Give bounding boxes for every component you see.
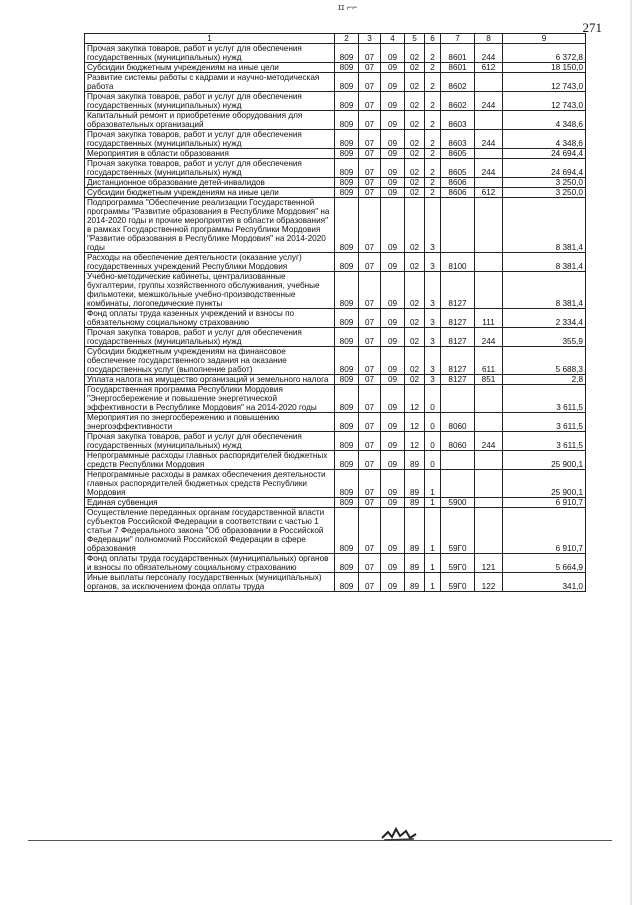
code-cell-c2: 809 — [335, 470, 359, 498]
code-cell-c4: 09 — [381, 63, 405, 73]
expense-name: Уплата налога на имущество организаций и земельного налога — [85, 375, 335, 385]
code-cell-c8: 121 — [475, 554, 503, 573]
code-cell-c2: 809 — [335, 63, 359, 73]
code-cell-c6: 1 — [425, 573, 441, 592]
code-cell-c5: 02 — [405, 309, 425, 328]
code-cell-c3: 07 — [359, 188, 381, 198]
code-cell-c2: 809 — [335, 159, 359, 178]
code-cell-c6: 2 — [425, 159, 441, 178]
code-cell-c5: 89 — [405, 498, 425, 508]
table-body — [85, 44, 586, 592]
code-cell-c2: 809 — [335, 375, 359, 385]
table-row — [85, 178, 586, 188]
code-cell-c2: 809 — [335, 188, 359, 198]
table-row — [85, 470, 586, 498]
code-cell-c2: 809 — [335, 73, 359, 92]
code-cell-c3: 07 — [359, 44, 381, 63]
expense-name: Развитие системы работы с кадрами и научно-методическая работа — [85, 73, 335, 92]
code-cell-c3: 07 — [359, 498, 381, 508]
code-cell-c7: 8605 — [441, 149, 475, 159]
code-cell-c6: 2 — [425, 178, 441, 188]
code-cell-c5: 12 — [405, 432, 425, 451]
amount-cell: 3 611,5 — [503, 385, 586, 413]
code-cell-c8: 244 — [475, 130, 503, 149]
code-cell-c5: 12 — [405, 385, 425, 413]
amount-cell: 6 910,7 — [503, 508, 586, 554]
table-row — [85, 508, 586, 554]
code-cell-c6: 3 — [425, 198, 441, 253]
code-cell-c2: 809 — [335, 149, 359, 159]
amount-cell: 18 150,0 — [503, 63, 586, 73]
code-cell-c3: 07 — [359, 470, 381, 498]
code-cell-c6: 1 — [425, 470, 441, 498]
col-header: 3 — [359, 34, 381, 44]
amount-cell: 355,9 — [503, 328, 586, 347]
code-cell-c6: 0 — [425, 432, 441, 451]
code-cell-c4: 09 — [381, 130, 405, 149]
code-cell-c8: 111 — [475, 309, 503, 328]
code-cell-c4: 09 — [381, 573, 405, 592]
code-cell-c5: 02 — [405, 63, 425, 73]
code-cell-c8: 244 — [475, 432, 503, 451]
code-cell-c7: 8060 — [441, 413, 475, 432]
code-cell-c6: 3 — [425, 309, 441, 328]
code-cell-c6: 1 — [425, 554, 441, 573]
expense-name: Дистанционное образование детей-инвалидов — [85, 178, 335, 188]
code-cell-c5: 02 — [405, 272, 425, 309]
amount-cell: 2,8 — [503, 375, 586, 385]
code-cell-c3: 07 — [359, 159, 381, 178]
code-cell-c2: 809 — [335, 130, 359, 149]
code-cell-c8: 611 — [475, 347, 503, 375]
code-cell-c4: 09 — [381, 470, 405, 498]
code-cell-c3: 07 — [359, 73, 381, 92]
expense-name: Субсидии бюджетным учреждениям на финансовое обеспечение государственного задания на оказание государственных услуг (выполнение работ) — [85, 347, 335, 375]
code-cell-c2: 809 — [335, 198, 359, 253]
code-cell-c3: 07 — [359, 375, 381, 385]
code-cell-c6: 3 — [425, 253, 441, 272]
code-cell-c7: 8602 — [441, 73, 475, 92]
code-cell-c4: 09 — [381, 92, 405, 111]
top-mark: ɪɪ ⌐⌐ — [338, 2, 358, 12]
expense-name: Иные выплаты персоналу государственных (муниципальных) органов, за исключением фонда оплаты труда — [85, 573, 335, 592]
code-cell-c7: 5900 — [441, 498, 475, 508]
expense-name: Капитальный ремонт и приобретение оборудования для образовательных организаций — [85, 111, 335, 130]
code-cell-c6: 2 — [425, 188, 441, 198]
code-cell-c7: 8127 — [441, 309, 475, 328]
expense-name: Непрограммные расходы в рамках обеспечения деятельности главных распорядителей бюджетных средств Республики Мордовия — [85, 470, 335, 498]
table-row — [85, 272, 586, 309]
code-cell-c2: 809 — [335, 272, 359, 309]
col-header: 5 — [405, 34, 425, 44]
expense-name: Субсидии бюджетным учреждениям на иные цели — [85, 63, 335, 73]
code-cell-c4: 09 — [381, 188, 405, 198]
amount-cell: 3 611,5 — [503, 413, 586, 432]
code-cell-c7 — [441, 470, 475, 498]
code-cell-c7: 8601 — [441, 44, 475, 63]
code-cell-c2: 809 — [335, 554, 359, 573]
code-cell-c7: 8601 — [441, 63, 475, 73]
table-row — [85, 385, 586, 413]
amount-cell: 3 250,0 — [503, 178, 586, 188]
code-cell-c5: 02 — [405, 198, 425, 253]
code-cell-c4: 09 — [381, 554, 405, 573]
code-cell-c2: 809 — [335, 573, 359, 592]
amount-cell: 12 743,0 — [503, 92, 586, 111]
table-row — [85, 573, 586, 592]
code-cell-c6: 1 — [425, 508, 441, 554]
code-cell-c5: 02 — [405, 44, 425, 63]
amount-cell: 4 348,6 — [503, 111, 586, 130]
code-cell-c7: 8603 — [441, 130, 475, 149]
amount-cell: 8 381,4 — [503, 253, 586, 272]
code-cell-c4: 09 — [381, 508, 405, 554]
code-cell-c4: 09 — [381, 73, 405, 92]
code-cell-c4: 09 — [381, 375, 405, 385]
code-cell-c6: 3 — [425, 328, 441, 347]
code-cell-c4: 09 — [381, 198, 405, 253]
col-header: 1 — [85, 34, 335, 44]
code-cell-c5: 02 — [405, 347, 425, 375]
expense-name: Субсидии бюджетным учреждениям на иные цели — [85, 188, 335, 198]
code-cell-c4: 09 — [381, 159, 405, 178]
amount-cell: 24 694,4 — [503, 149, 586, 159]
code-cell-c7: 8603 — [441, 111, 475, 130]
code-cell-c5: 89 — [405, 451, 425, 470]
col-header: 9 — [503, 34, 586, 44]
expense-name: Прочая закупка товаров, работ и услуг для обеспечения государственных (муниципальных) нужд — [85, 130, 335, 149]
code-cell-c3: 07 — [359, 149, 381, 159]
code-cell-c6: 2 — [425, 73, 441, 92]
amount-cell: 5 664,9 — [503, 554, 586, 573]
code-cell-c3: 07 — [359, 573, 381, 592]
amount-cell: 5 688,3 — [503, 347, 586, 375]
amount-cell: 12 743,0 — [503, 73, 586, 92]
code-cell-c2: 809 — [335, 44, 359, 63]
code-cell-c3: 07 — [359, 111, 381, 130]
code-cell-c8 — [475, 413, 503, 432]
table-row — [85, 554, 586, 573]
code-cell-c2: 809 — [335, 328, 359, 347]
code-cell-c2: 809 — [335, 309, 359, 328]
code-cell-c7: 8602 — [441, 92, 475, 111]
code-cell-c5: 02 — [405, 178, 425, 188]
amount-cell: 24 694,4 — [503, 159, 586, 178]
code-cell-c2: 809 — [335, 508, 359, 554]
expense-name: Единая субвенция — [85, 498, 335, 508]
table-row — [85, 188, 586, 198]
page-number: 271 — [582, 20, 602, 35]
code-cell-c5: 02 — [405, 375, 425, 385]
code-cell-c6: 2 — [425, 149, 441, 159]
code-cell-c5: 02 — [405, 253, 425, 272]
code-cell-c8 — [475, 470, 503, 498]
code-cell-c2: 809 — [335, 385, 359, 413]
code-cell-c3: 07 — [359, 272, 381, 309]
code-cell-c7 — [441, 385, 475, 413]
code-cell-c6: 2 — [425, 92, 441, 111]
code-cell-c7 — [441, 451, 475, 470]
table-row — [85, 413, 586, 432]
table-row — [85, 347, 586, 375]
code-cell-c7: 8606 — [441, 188, 475, 198]
code-cell-c3: 07 — [359, 309, 381, 328]
expense-name: Прочая закупка товаров, работ и услуг для обеспечения государственных (муниципальных) нужд — [85, 432, 335, 451]
code-cell-c7: 8606 — [441, 178, 475, 188]
code-cell-c7 — [441, 198, 475, 253]
ink-smudge-icon — [380, 826, 420, 842]
code-cell-c8: 122 — [475, 573, 503, 592]
col-header: 8 — [475, 34, 503, 44]
expense-name: Учебно-методические кабинеты, централизованные бухгалтерии, группы хозяйственного обслуживания, учебные фильмотеки, межшкольные учебно-производственные комбинаты, логопедические пункты — [85, 272, 335, 309]
expense-name: Мероприятия в области образования — [85, 149, 335, 159]
code-cell-c3: 07 — [359, 178, 381, 188]
code-cell-c8 — [475, 385, 503, 413]
code-cell-c5: 02 — [405, 130, 425, 149]
amount-cell: 8 381,4 — [503, 198, 586, 253]
expense-name: Фонд оплаты труда казенных учреждений и взносы по обязательному социальному страхованию — [85, 309, 335, 328]
code-cell-c2: 809 — [335, 347, 359, 375]
expense-name: Расходы на обеспечение деятельности (оказание услуг) государственных учреждений Республики Мордовия — [85, 253, 335, 272]
code-cell-c2: 809 — [335, 111, 359, 130]
code-cell-c6: 2 — [425, 63, 441, 73]
code-cell-c4: 09 — [381, 451, 405, 470]
code-cell-c6: 0 — [425, 385, 441, 413]
table-row — [85, 130, 586, 149]
expense-name: Прочая закупка товаров, работ и услуг для обеспечения государственных (муниципальных) нужд — [85, 44, 335, 63]
amount-cell: 3 250,0 — [503, 188, 586, 198]
code-cell-c2: 809 — [335, 92, 359, 111]
header-row — [85, 34, 586, 44]
col-header: 2 — [335, 34, 359, 44]
code-cell-c3: 07 — [359, 347, 381, 375]
code-cell-c5: 89 — [405, 470, 425, 498]
code-cell-c5: 02 — [405, 73, 425, 92]
code-cell-c5: 02 — [405, 328, 425, 347]
col-header: 7 — [441, 34, 475, 44]
code-cell-c8 — [475, 451, 503, 470]
code-cell-c8: 244 — [475, 159, 503, 178]
code-cell-c6: 3 — [425, 347, 441, 375]
table-row — [85, 375, 586, 385]
code-cell-c8 — [475, 149, 503, 159]
table-row — [85, 44, 586, 63]
code-cell-c4: 09 — [381, 385, 405, 413]
code-cell-c4: 09 — [381, 432, 405, 451]
code-cell-c8 — [475, 272, 503, 309]
amount-cell: 8 381,4 — [503, 272, 586, 309]
expense-name: Государственная программа Республики Мордовия "Энергосбережение и повышение энергетической эффективности в Республике Мордовия" на 2014-2020 годы — [85, 385, 335, 413]
table-row — [85, 63, 586, 73]
code-cell-c8: 612 — [475, 188, 503, 198]
code-cell-c3: 07 — [359, 253, 381, 272]
code-cell-c3: 07 — [359, 554, 381, 573]
code-cell-c8: 612 — [475, 63, 503, 73]
table-row — [85, 149, 586, 159]
code-cell-c3: 07 — [359, 92, 381, 111]
code-cell-c6: 3 — [425, 375, 441, 385]
code-cell-c6: 1 — [425, 498, 441, 508]
col-header: 6 — [425, 34, 441, 44]
code-cell-c3: 07 — [359, 63, 381, 73]
amount-cell: 3 611,5 — [503, 432, 586, 451]
code-cell-c3: 07 — [359, 432, 381, 451]
code-cell-c7: 8100 — [441, 253, 475, 272]
code-cell-c7: 59Г0 — [441, 508, 475, 554]
code-cell-c4: 09 — [381, 272, 405, 309]
code-cell-c8 — [475, 178, 503, 188]
code-cell-c5: 12 — [405, 413, 425, 432]
amount-cell: 2 334,4 — [503, 309, 586, 328]
code-cell-c7: 59Г0 — [441, 554, 475, 573]
code-cell-c7: 8060 — [441, 432, 475, 451]
code-cell-c4: 09 — [381, 253, 405, 272]
code-cell-c8: 851 — [475, 375, 503, 385]
code-cell-c8 — [475, 111, 503, 130]
code-cell-c4: 09 — [381, 178, 405, 188]
code-cell-c6: 2 — [425, 44, 441, 63]
code-cell-c8 — [475, 508, 503, 554]
code-cell-c6: 3 — [425, 272, 441, 309]
code-cell-c5: 02 — [405, 149, 425, 159]
table-row — [85, 253, 586, 272]
code-cell-c8 — [475, 73, 503, 92]
code-cell-c7: 8127 — [441, 272, 475, 309]
amount-cell: 6 910,7 — [503, 498, 586, 508]
code-cell-c6: 0 — [425, 413, 441, 432]
expense-name: Мероприятия по энергосбережению и повышению энергоэффективности — [85, 413, 335, 432]
expense-name: Осуществление переданных органам государственной власти субъектов Российской Федерации в соответствии с частью 1 статьи 7 Федерального закона "Об образовании в Российской Федерации" полномочий Российской Федерации в сфере образования — [85, 508, 335, 554]
code-cell-c7: 8127 — [441, 375, 475, 385]
code-cell-c2: 809 — [335, 451, 359, 470]
code-cell-c8: 244 — [475, 328, 503, 347]
code-cell-c4: 09 — [381, 347, 405, 375]
code-cell-c2: 809 — [335, 253, 359, 272]
code-cell-c4: 09 — [381, 149, 405, 159]
expense-name: Прочая закупка товаров, работ и услуг для обеспечения государственных (муниципальных) нужд — [85, 159, 335, 178]
amount-cell: 6 372,8 — [503, 44, 586, 63]
code-cell-c4: 09 — [381, 498, 405, 508]
code-cell-c4: 09 — [381, 328, 405, 347]
code-cell-c4: 09 — [381, 309, 405, 328]
code-cell-c8 — [475, 253, 503, 272]
table-row — [85, 73, 586, 92]
code-cell-c2: 809 — [335, 413, 359, 432]
code-cell-c5: 02 — [405, 92, 425, 111]
code-cell-c3: 07 — [359, 508, 381, 554]
code-cell-c8: 244 — [475, 44, 503, 63]
code-cell-c2: 809 — [335, 178, 359, 188]
code-cell-c4: 09 — [381, 44, 405, 63]
table-row — [85, 111, 586, 130]
code-cell-c3: 07 — [359, 413, 381, 432]
code-cell-c3: 07 — [359, 130, 381, 149]
table-row — [85, 159, 586, 178]
table-row — [85, 498, 586, 508]
amount-cell: 4 348,6 — [503, 130, 586, 149]
code-cell-c4: 09 — [381, 111, 405, 130]
table-row — [85, 309, 586, 328]
code-cell-c3: 07 — [359, 198, 381, 253]
code-cell-c5: 02 — [405, 188, 425, 198]
code-cell-c5: 89 — [405, 573, 425, 592]
code-cell-c2: 809 — [335, 498, 359, 508]
code-cell-c8: 244 — [475, 92, 503, 111]
code-cell-c6: 0 — [425, 451, 441, 470]
col-header: 4 — [381, 34, 405, 44]
scan-edge — [630, 0, 632, 905]
table-row — [85, 92, 586, 111]
code-cell-c6: 2 — [425, 111, 441, 130]
code-cell-c7: 8127 — [441, 328, 475, 347]
expense-name: Прочая закупка товаров, работ и услуг для обеспечения государственных (муниципальных) нужд — [85, 92, 335, 111]
table-row — [85, 198, 586, 253]
amount-cell: 341,0 — [503, 573, 586, 592]
table-row — [85, 432, 586, 451]
code-cell-c3: 07 — [359, 328, 381, 347]
code-cell-c6: 2 — [425, 130, 441, 149]
budget-table — [84, 33, 586, 592]
code-cell-c5: 89 — [405, 554, 425, 573]
code-cell-c8 — [475, 198, 503, 253]
code-cell-c7: 8605 — [441, 159, 475, 178]
expense-name: Непрограммные расходы главных распорядителей бюджетных средств Республики Мордовия — [85, 451, 335, 470]
code-cell-c7: 59Г0 — [441, 573, 475, 592]
amount-cell: 25 900,1 — [503, 451, 586, 470]
table-row — [85, 451, 586, 470]
code-cell-c4: 09 — [381, 413, 405, 432]
code-cell-c5: 02 — [405, 111, 425, 130]
amount-cell: 25 900,1 — [503, 470, 586, 498]
code-cell-c3: 07 — [359, 451, 381, 470]
code-cell-c2: 809 — [335, 432, 359, 451]
code-cell-c8 — [475, 498, 503, 508]
expense-name: Фонд оплаты труда государственных (муниципальных) органов и взносы по обязательному социальному страхованию — [85, 554, 335, 573]
code-cell-c7: 8127 — [441, 347, 475, 375]
code-cell-c3: 07 — [359, 385, 381, 413]
table-row — [85, 328, 586, 347]
expense-name: Прочая закупка товаров, работ и услуг для обеспечения государственных (муниципальных) нужд — [85, 328, 335, 347]
expense-name: Подпрограмма "Обеспечение реализации Государственной программы "Развитие образования в Республике Мордовия" на 2014-2020 годы и прочие мероприятия в области образования" в рамках Государственной программы Республики Мордовия "Развитие образования в Республике Мордовия" на 2014-2020 годы — [85, 198, 335, 253]
code-cell-c5: 89 — [405, 508, 425, 554]
bottom-rule — [28, 840, 612, 841]
code-cell-c5: 02 — [405, 159, 425, 178]
